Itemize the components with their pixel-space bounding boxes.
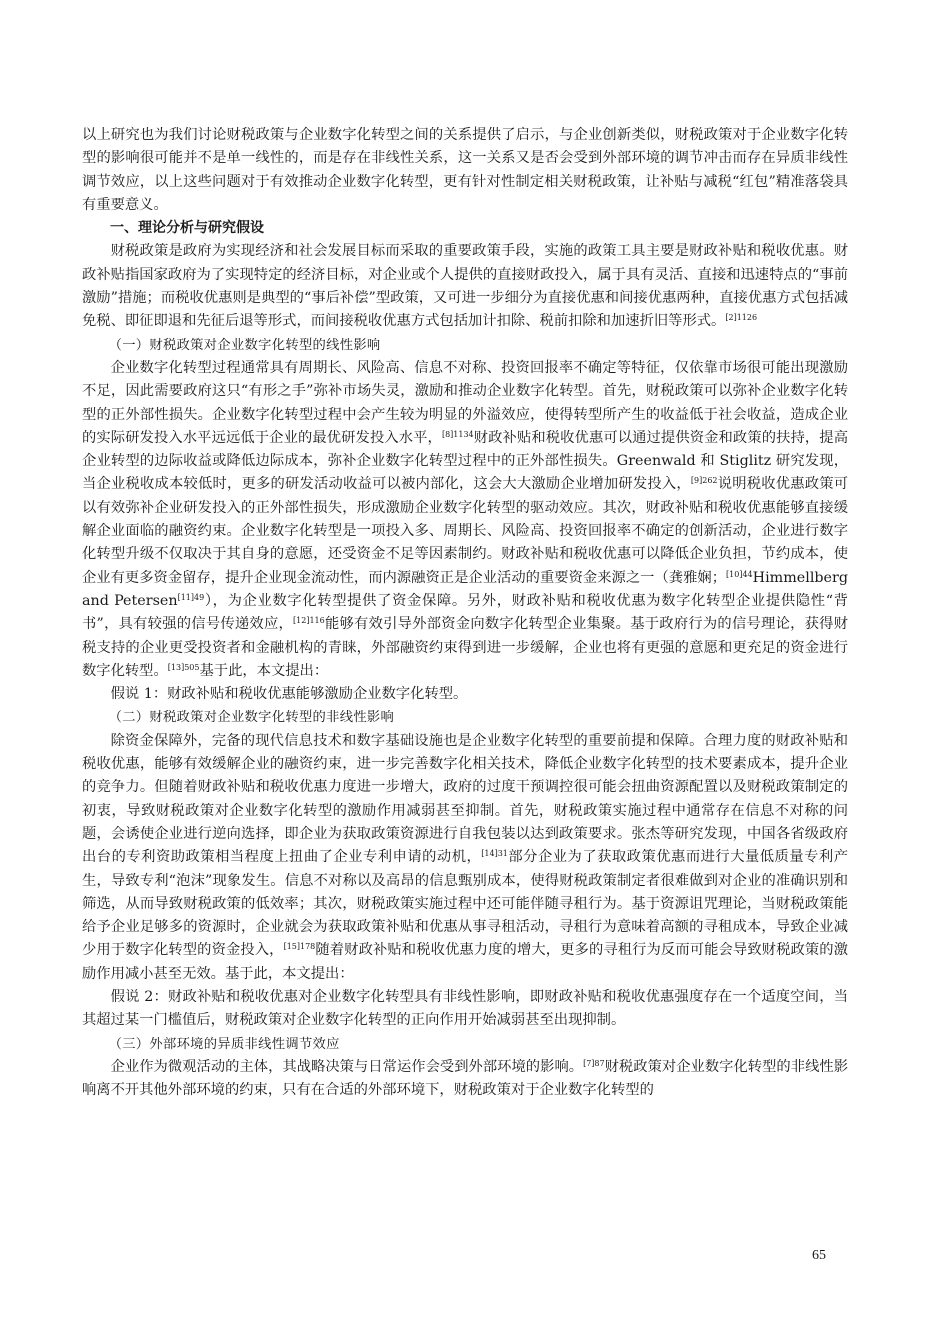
paragraph-text: 财税政策是政府为实现经济和社会发展目标而采取的重要政策手段，实施的政策工具主要是财政补贴和税收优惠。财政补贴指国家政府为了实现特定的经济目标，对企业或个人提供的直接财政投入，属于具有灵活、直接和迅速特点的“事前激励”措施；而税收优惠则是典型的“事后补偿”型政策，又可进一步细分为直接优惠和间接优惠两种，直接优惠方式包括减免税、即征即退和先征后退等形式，而间接税收优惠方式包括加计扣除、税前扣除和加速折旧等形式。: [82, 243, 848, 330]
paragraph-text: ），为企业数字化转型提供了资金保障。另外，财政补贴和税收优惠为数字化转型企业提供隐性“背书”，具有较强的信号传递效应，: [82, 592, 848, 633]
citation: [12]116: [293, 616, 325, 626]
citation: [9]262: [690, 476, 718, 486]
subsection-heading-environment: （三）外部环境的异质非线性调节效应: [108, 1036, 340, 1052]
paragraph-text: 企业作为微观活动的主体，其战略决策与日常运作会受到外部环境的影响。: [110, 1058, 584, 1075]
paragraph-external-environment: [82, 1056, 848, 1103]
citation: [2]1126: [725, 313, 758, 323]
subsection-heading-nonlinear: （二）财税政策对企业数字化转型的非线性影响: [108, 710, 395, 726]
paragraph-text: 基于此，本文提出：: [199, 662, 329, 679]
paragraph-text: 部分企业为了获取政策优惠而进行大量低质量专利产生，导致专利“泡沫”现象发生。信息不对称以及高昂的信息甄别成本，使得财税政策制定者很难做到对企业的准确识别和筛选，从而导致财税政策的低效率；其次，财税政策实施过程中还可能伴随寻租行为。基于资源诅咒理论，当财税政策能给予企业足够多的资源时，企业就会为获取政策补贴和优惠从事寻租活动，寻租行为意味着高额的寻租成本，导致企业减少用于数字化转型的资金投入，: [82, 849, 849, 959]
citation: [8]1134: [441, 429, 474, 439]
page-number: 65: [812, 1248, 826, 1263]
article-body: [82, 124, 848, 1102]
hypothesis-1: 假说 1：财政补贴和税收优惠能够激励企业数字化转型。: [110, 686, 468, 703]
paragraph-text: 随着财政补贴和税收优惠力度的增大，更多的寻租行为反而可能会导致财税政策的激励作用减小甚至无效。基于此，本文提出：: [82, 942, 849, 982]
subsection-heading-linear: （一）财税政策对企业数字化转型的线性影响: [108, 337, 381, 353]
paragraph-text: 财政补贴和税收优惠可以通过提供资金和政策的扶持，提高企业转型的边际收益或降低边际成本，弥补企业数字化转型过程中的正外部性损失。Greenwald 和 Stiglitz 研究发现，当企业税收成本较低时，更多的研发活动收益可以被内部化，这会大大激励企业增加研发投入，: [82, 429, 849, 493]
section-heading-1: 一、理论分析与研究假设: [110, 220, 264, 237]
paragraph-text: 财税政策对企业数字化转型的非线性影响离不开其他外部环境的约束，只有在合适的外部环境下，财税政策对于企业数字化转型的: [82, 1058, 848, 1099]
citation: [11]49: [177, 592, 205, 602]
paragraph-text: Himmellberg and Petersen: [82, 569, 848, 609]
paragraph-nonlinear-effect: [82, 730, 848, 986]
paragraph-linear-effect: [82, 357, 848, 683]
citation: [13]505: [167, 662, 200, 672]
citation: [15]178: [283, 942, 316, 952]
paragraph-text: 能够有效引导外部资金向数字化转型企业集聚。基于政府行为的信号理论，获得财税支持的企业更受投资者和金融机构的青睐，外部融资约束得到进一步缓解，企业也将有更强的意愿和更充足的资金进行数字化转型。: [82, 616, 849, 679]
paragraph-fiscal-policy: [82, 240, 848, 333]
paragraph-text: 说明税收优惠政策可以有效弥补企业研发投入的正外部性损失，形成激励企业数字化转型的驱动效应。其次，财政补贴和税收优惠能够直接缓解企业面临的融资约束。企业数字化转型是一项投入多、周期长、风险高、投资回报率不确定的创新活动，企业进行数字化转型升级不仅取决于其自身的意愿，还受资金不足等因素制约。财政补贴和税收优惠可以降低企业负担，节约成本，使企业有更多资金留存，提升企业现金流动性，而内源融资正是企业活动的重要资金来源之一（龚雅娴；: [82, 476, 848, 586]
paragraph-text: 企业数字化转型过程通常具有周期长、风险高、信息不对称、投资回报率不确定等特征，仅依靠市场很可能出现激励不足，因此需要政府这只“有形之手”弥补市场失灵，激励和推动企业数字化转型。首先，财税政策可以弥补企业数字化转型的正外部性损失。企业数字化转型过程中会产生较为明显的外溢效应，使得转型所产生的收益低于社会收益，造成企业的实际研发投入水平远远低于企业的最优研发投入水平，: [82, 359, 848, 446]
paragraph-intro: 以上研究也为我们讨论财税政策与企业数字化转型之间的关系提供了启示，与企业创新类似，财税政策对于企业数字化转型的影响很可能并不是单一线性的，而是存在非线性关系，这一关系又是否会受到外部环境的调节冲击而存在异质非线性调节效应，以上这些问题对于有效推动企业数字化转型，更有针对性制定相关财税政策，让补贴与减税“红包”精准落袋具有重要意义。: [82, 127, 848, 213]
citation: [7]87: [583, 1058, 605, 1068]
citation: [14]31: [481, 849, 508, 859]
citation: [10]44: [726, 569, 753, 579]
hypothesis-2: 假说 2：财政补贴和税收优惠对企业数字化转型具有非线性影响，即财政补贴和税收优惠强度存在一个适度空间，当其超过某一门槛值后，财税政策对企业数字化转型的正向作用开始减弱甚至出现抑制。: [82, 988, 848, 1029]
paragraph-text: 除资金保障外，完备的现代信息技术和数字基础设施也是企业数字化转型的重要前提和保障。合理力度的财政补贴和税收优惠，能够有效缓解企业的融资约束，进一步完善数字化相关技术，降低企业数字化转型的技术要素成本，提升企业的竞争力。但随着财政补贴和税收优惠力度进一步增大，政府的过度干预调控很可能会扭曲资源配置以及财税政策制定的初衷，导致财税政策对企业数字化转型的激励作用减弱甚至抑制。首先，财税政策实施过程中通常存在信息不对称的问题，会诱使企业进行逆向选择，即企业为获取政策资源进行自我包装以达到政策要求。张杰等研究发现，中国各省级政府出台的专利资助政策相当程度上扭曲了企业专利申请的动机，: [82, 732, 848, 866]
